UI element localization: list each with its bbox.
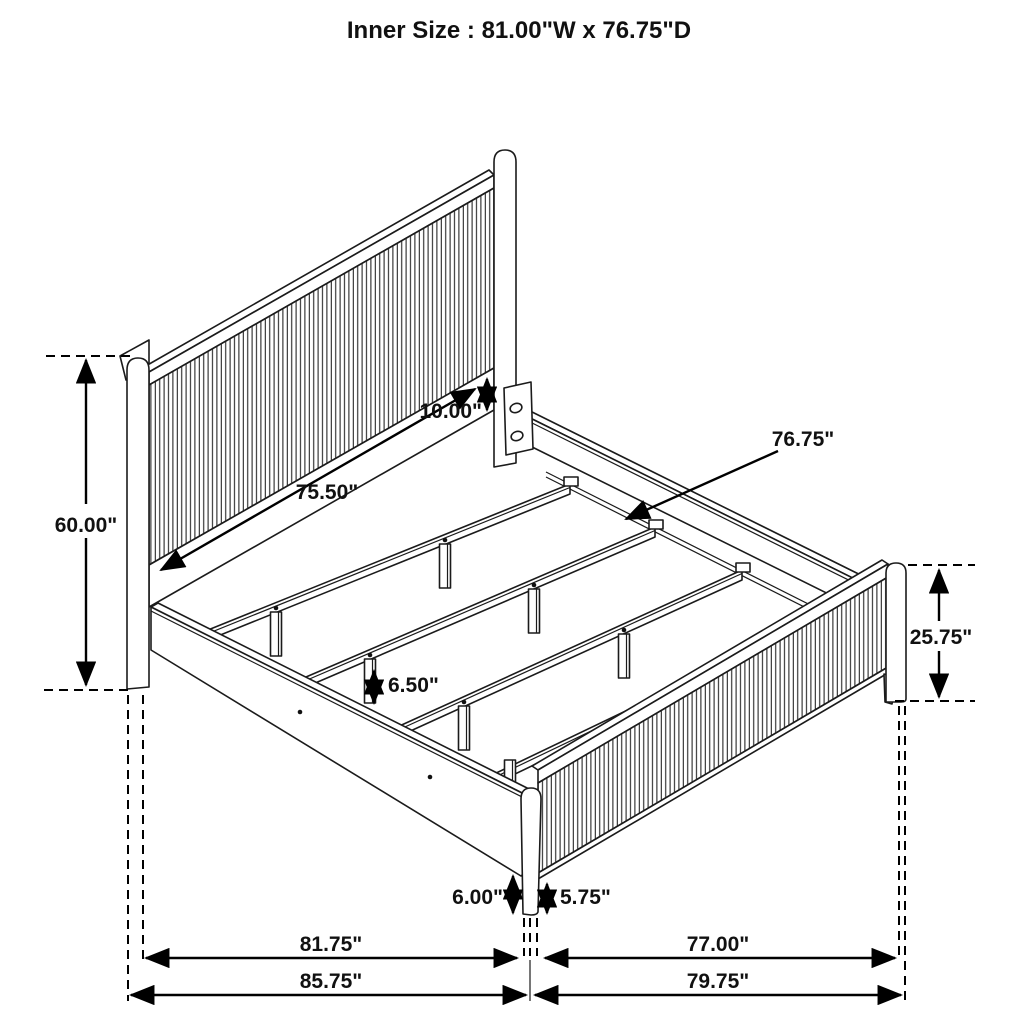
dim-label-rail-clearance: 6.00" xyxy=(452,886,503,909)
dim-label-footboard-inner-width: 77.00" xyxy=(686,933,750,956)
right-rail-edge-line xyxy=(516,415,899,605)
dim-label-footboard-height: 25.75" xyxy=(909,626,973,649)
slat-2 xyxy=(299,527,655,690)
dim-label-slat-leg-height: 6.50" xyxy=(388,674,439,697)
dim-label-inner-depth: 76.75" xyxy=(771,428,835,451)
dim-label-panel-bottom-gap: 10.00" xyxy=(419,400,482,423)
headboard-rail-bracket xyxy=(504,382,533,455)
left-rail-edge-line xyxy=(151,611,560,816)
footboard-fluted-panel xyxy=(538,577,888,873)
left-rail-outer-face xyxy=(151,607,560,876)
dim-label-headboard-height: 60.00" xyxy=(54,514,118,537)
dim-label-footboard-clearance: 5.75" xyxy=(560,886,611,909)
dim-label-overall-width: 85.75" xyxy=(299,970,363,993)
footboard-left-leg xyxy=(521,788,541,915)
slat-leg xyxy=(440,544,451,588)
slat-hook xyxy=(649,520,663,529)
page-title: Inner Size : 81.00"W x 76.75"D xyxy=(346,17,692,44)
slat-hook xyxy=(564,477,578,486)
dim-label-overall-depth: 79.75" xyxy=(686,970,750,993)
headboard-left-post xyxy=(127,358,149,689)
footboard-right-post xyxy=(886,563,906,702)
slat-leg xyxy=(271,612,282,656)
bracket-plate xyxy=(504,382,533,455)
dim-label-headboard-panel-width: 75.50" xyxy=(295,481,359,504)
slat-leg xyxy=(529,589,540,633)
dim-label-outer-rail-width: 81.75" xyxy=(299,933,363,956)
slat-leg xyxy=(459,706,470,750)
left-side-rail xyxy=(151,603,567,876)
left-rail-top-surface xyxy=(151,603,567,812)
slat-leg xyxy=(619,634,630,678)
slat-hook xyxy=(736,563,750,572)
